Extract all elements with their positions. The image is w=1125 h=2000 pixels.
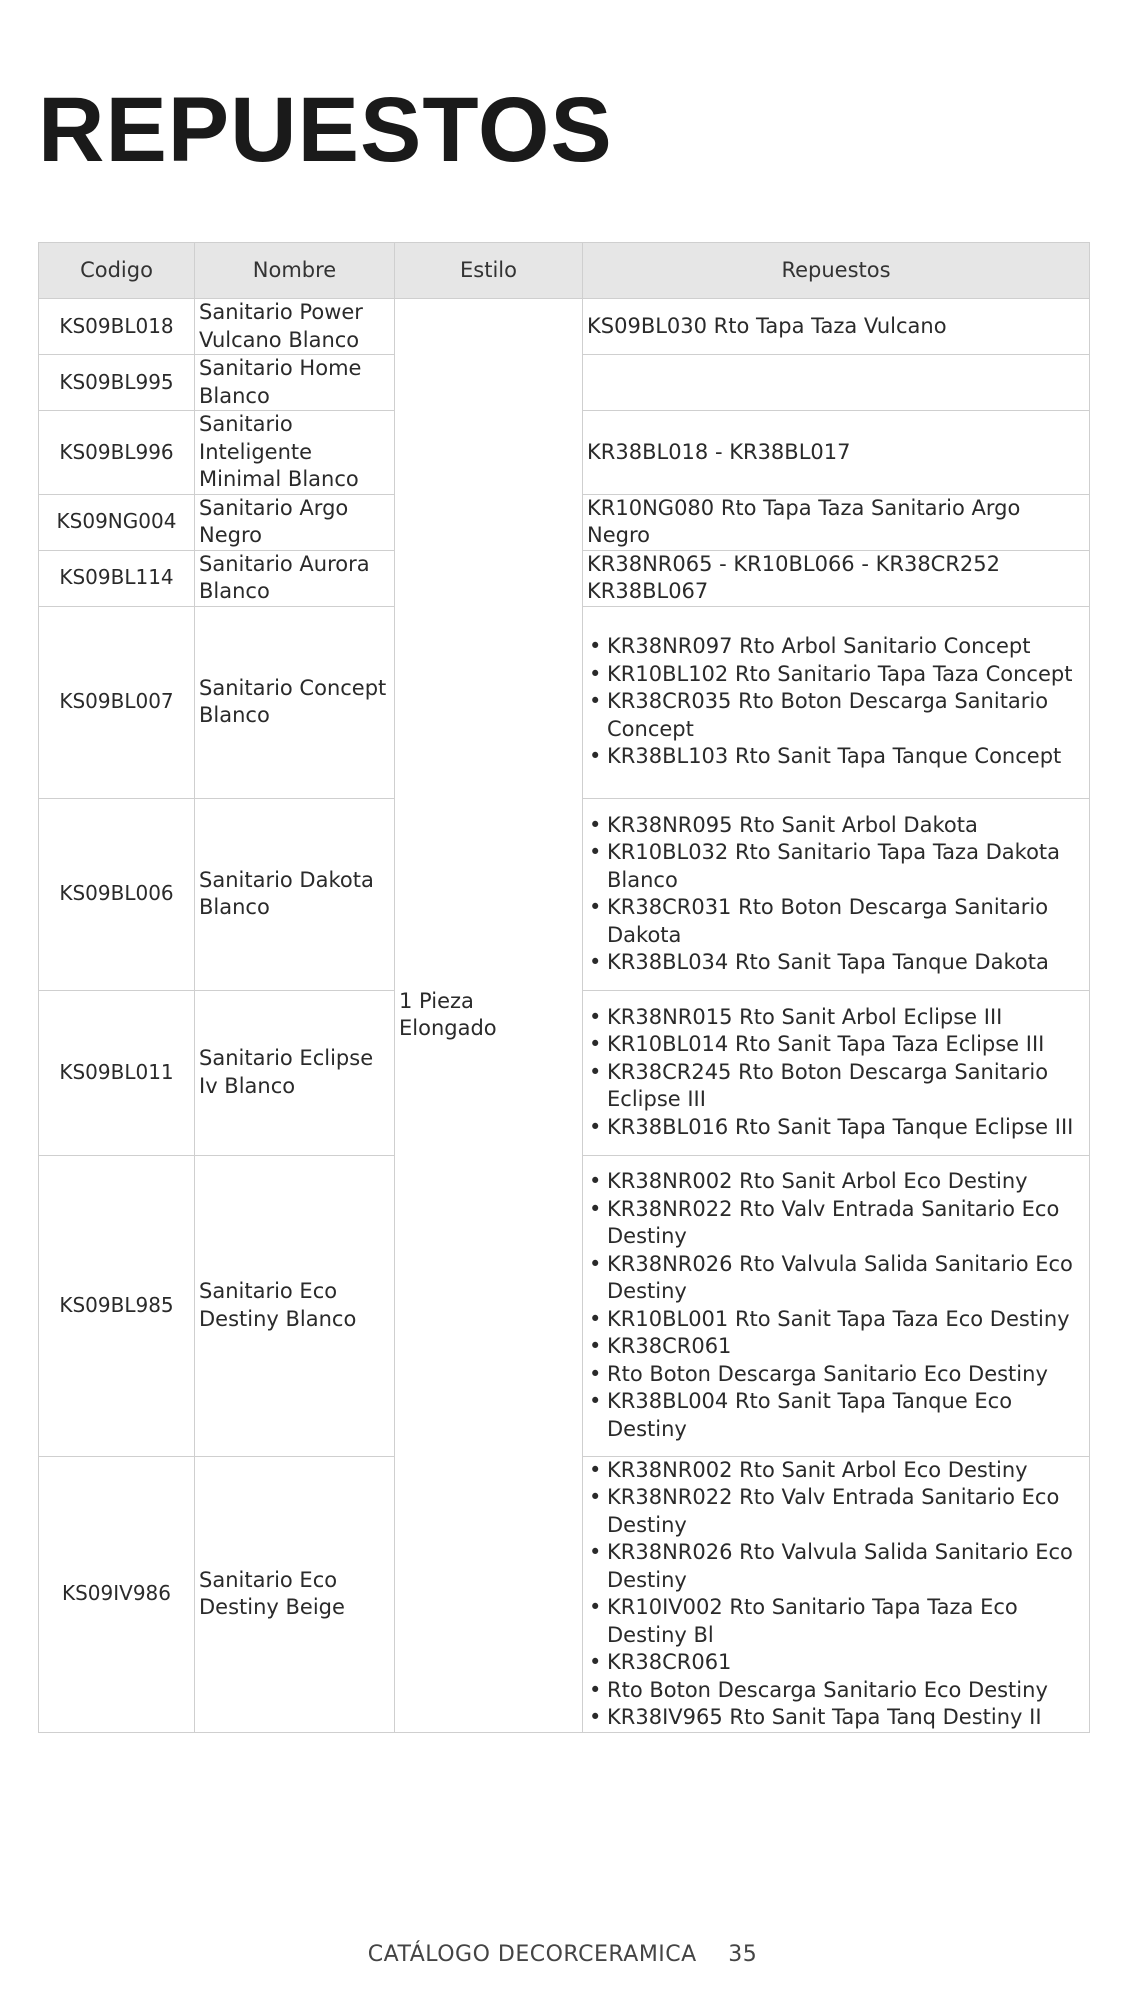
cell-repuestos	[583, 1155, 1090, 1456]
cell-codigo: KS09NG004	[39, 494, 195, 550]
repuesto-text: KR38BL018 - KR38BL017	[587, 439, 851, 464]
repuesto-item: • KR38BL103 Rto Sanit Tapa Tanque Concept	[607, 743, 1085, 771]
cell-codigo: KS09BL006	[39, 798, 195, 990]
repuesto-item: • KR10BL001 Rto Sanit Tapa Taza Eco Destiny	[607, 1306, 1085, 1334]
cell-codigo: KS09BL114	[39, 550, 195, 606]
repuestos-list	[587, 633, 1085, 771]
table-header-row	[39, 243, 1090, 299]
repuesto-item: • KR38NR022 Rto Valv Entrada Sanitario Eco Destiny	[607, 1484, 1085, 1539]
cell-codigo: KS09BL996	[39, 411, 195, 495]
cell-nombre: Sanitario Power Vulcano Blanco	[195, 299, 395, 355]
repuesto-item: • KR38NR002 Rto Sanit Arbol Eco Destiny	[607, 1457, 1085, 1485]
cell-repuestos	[583, 411, 1090, 495]
cell-codigo: KS09BL018	[39, 299, 195, 355]
cell-repuestos	[583, 494, 1090, 550]
repuesto-item: • KR38CR245 Rto Boton Descarga Sanitario Eclipse III	[607, 1059, 1085, 1114]
repuesto-text: KR38BL067	[587, 579, 709, 603]
repuesto-item: • KR38NR002 Rto Sanit Arbol Eco Destiny	[607, 1168, 1085, 1196]
table-row	[39, 299, 1090, 355]
repuesto-item: • KR38BL034 Rto Sanit Tapa Tanque Dakota	[607, 949, 1085, 977]
cell-repuestos	[583, 550, 1090, 606]
repuesto-item: • KR38NR026 Rto Valvula Salida Sanitario Eco Destiny	[607, 1539, 1085, 1594]
cell-codigo: KS09BL007	[39, 606, 195, 798]
repuesto-item: • KR38NR015 Rto Sanit Arbol Eclipse III	[607, 1004, 1085, 1032]
header-repuestos: Repuestos	[583, 243, 1090, 299]
repuesto-text: KR10NG080 Rto Tapa Taza Sanitario Argo Negro	[587, 495, 1021, 547]
repuesto-item: • KR10IV002 Rto Sanitario Tapa Taza Eco Destiny Bl	[607, 1594, 1085, 1649]
repuestos-list	[587, 1457, 1085, 1732]
cell-repuestos	[583, 606, 1090, 798]
table-body	[39, 299, 1090, 1733]
cell-nombre: Sanitario Dakota Blanco	[195, 798, 395, 990]
repuesto-text: KR38NR065 - KR10BL066 - KR38CR252	[587, 551, 1001, 576]
cell-repuestos	[583, 798, 1090, 990]
repuesto-item: • KR10BL014 Rto Sanit Tapa Taza Eclipse III	[607, 1031, 1085, 1059]
repuestos-list	[587, 1004, 1085, 1142]
cell-repuestos	[583, 355, 1090, 411]
header-codigo: Codigo	[39, 243, 195, 299]
cell-codigo: KS09IV986	[39, 1456, 195, 1732]
cell-nombre: Sanitario Eco Destiny Beige	[195, 1456, 395, 1732]
cell-nombre: Sanitario Eco Destiny Blanco	[195, 1155, 395, 1456]
header-nombre: Nombre	[195, 243, 395, 299]
repuestos-list	[587, 812, 1085, 977]
repuesto-item: • KR10BL032 Rto Sanitario Tapa Taza Dakota Blanco	[607, 839, 1085, 894]
page-title: REPUESTOS	[38, 79, 613, 181]
repuesto-item: • KR38CR035 Rto Boton Descarga Sanitario Concept	[607, 688, 1085, 743]
repuesto-text: KS09BL030 Rto Tapa Taza Vulcano	[587, 313, 947, 338]
cell-nombre: Sanitario Inteligente Minimal Blanco	[195, 411, 395, 495]
header-estilo: Estilo	[395, 243, 583, 299]
cell-nombre: Sanitario Concept Blanco	[195, 606, 395, 798]
repuesto-item: • KR38NR026 Rto Valvula Salida Sanitario Eco Destiny	[607, 1251, 1085, 1306]
repuesto-item: • KR38IV965 Rto Sanit Tapa Tanq Destiny II	[607, 1704, 1085, 1732]
cell-nombre: Sanitario Home Blanco	[195, 355, 395, 411]
repuesto-item: • KR38BL004 Rto Sanit Tapa Tanque Eco Destiny	[607, 1388, 1085, 1443]
page-number: 35	[728, 1942, 758, 1967]
repuesto-item: • KR38CR061	[607, 1649, 1085, 1677]
cell-nombre: Sanitario Eclipse Iv Blanco	[195, 990, 395, 1155]
repuesto-item: • KR38NR022 Rto Valv Entrada Sanitario Eco Destiny	[607, 1196, 1085, 1251]
repuesto-item: • KR10BL102 Rto Sanitario Tapa Taza Concept	[607, 661, 1085, 689]
repuesto-item: • Rto Boton Descarga Sanitario Eco Destiny	[607, 1677, 1085, 1705]
cell-codigo: KS09BL985	[39, 1155, 195, 1456]
cell-repuestos	[583, 990, 1090, 1155]
cell-nombre: Sanitario Argo Negro	[195, 494, 395, 550]
cell-estilo: 1 Pieza Elongado	[395, 299, 583, 1733]
repuesto-item: • KR38CR061	[607, 1333, 1085, 1361]
repuestos-list	[587, 1168, 1085, 1443]
cell-nombre: Sanitario Aurora Blanco	[195, 550, 395, 606]
page-footer	[0, 1942, 1125, 1967]
cell-repuestos	[583, 1456, 1090, 1732]
cell-codigo: KS09BL011	[39, 990, 195, 1155]
repuesto-item: • KR38BL016 Rto Sanit Tapa Tanque Eclipse III	[607, 1114, 1085, 1142]
repuesto-item: • KR38NR097 Rto Arbol Sanitario Concept	[607, 633, 1085, 661]
repuesto-item: • KR38CR031 Rto Boton Descarga Sanitario Dakota	[607, 894, 1085, 949]
repuesto-item: • KR38NR095 Rto Sanit Arbol Dakota	[607, 812, 1085, 840]
spare-parts-table	[38, 242, 1090, 1733]
cell-repuestos	[583, 299, 1090, 355]
catalog-name: CATÁLOGO DECORCERAMICA	[367, 1942, 697, 1967]
repuesto-item: • Rto Boton Descarga Sanitario Eco Destiny	[607, 1361, 1085, 1389]
cell-codigo: KS09BL995	[39, 355, 195, 411]
